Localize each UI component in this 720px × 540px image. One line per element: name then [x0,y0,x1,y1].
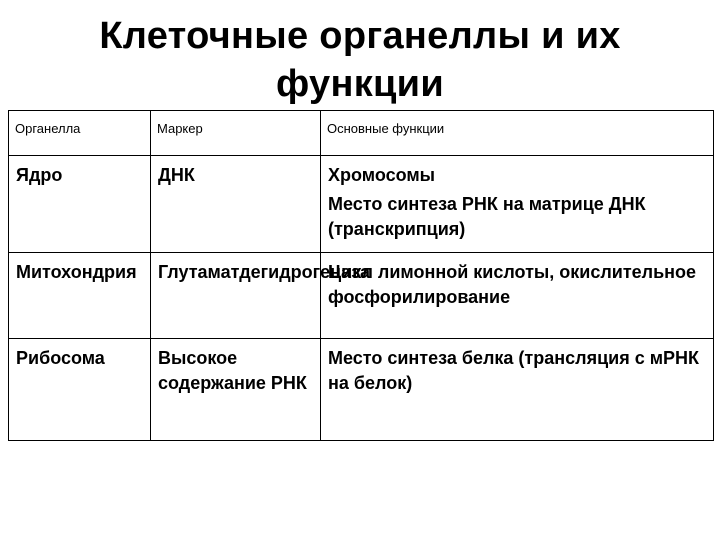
organelles-table [8,110,714,441]
header-organelle [9,111,151,156]
table-row [9,253,714,339]
marker-value: ДНК [158,165,195,185]
cell-functions [321,339,714,441]
organelle-name: Ядро [16,165,63,185]
marker-value: Глутаматдегидрогеназа [158,262,370,282]
table-row [9,156,714,253]
cell-organelle [9,339,151,441]
cell-marker [151,156,321,253]
table-row [9,339,714,441]
cell-functions [321,156,714,253]
function-text: Цикл лимонной кислоты, окислительное фосфорилирование [328,262,697,307]
header-organelle-label: Органелла [15,121,81,136]
header-functions-label: Основные функции [327,121,445,136]
function-text: Место синтеза белка (трансляция с мРНК на белок) [328,348,700,393]
organelle-name: Рибосома [16,348,105,368]
header-marker-label: Маркер [157,121,203,136]
page-title [0,12,720,108]
page-title-line-2: функции [275,63,445,105]
organelle-name: Митохондрия [16,262,137,282]
cell-organelle [9,253,151,339]
marker-value: Высокое содержание РНК [158,348,307,393]
header-functions [321,111,714,156]
cell-marker [151,339,321,441]
cell-marker [151,253,370,339]
page-title-line-1: Клеточные органеллы и их [99,15,621,57]
header-marker [151,111,321,156]
function-text: Хромосомы [328,165,436,185]
cell-organelle [9,156,151,253]
table-header-row [9,111,714,156]
function-text: Место синтеза РНК на матрице ДНК (транскрипция) [328,194,646,239]
cell-functions [321,253,714,339]
